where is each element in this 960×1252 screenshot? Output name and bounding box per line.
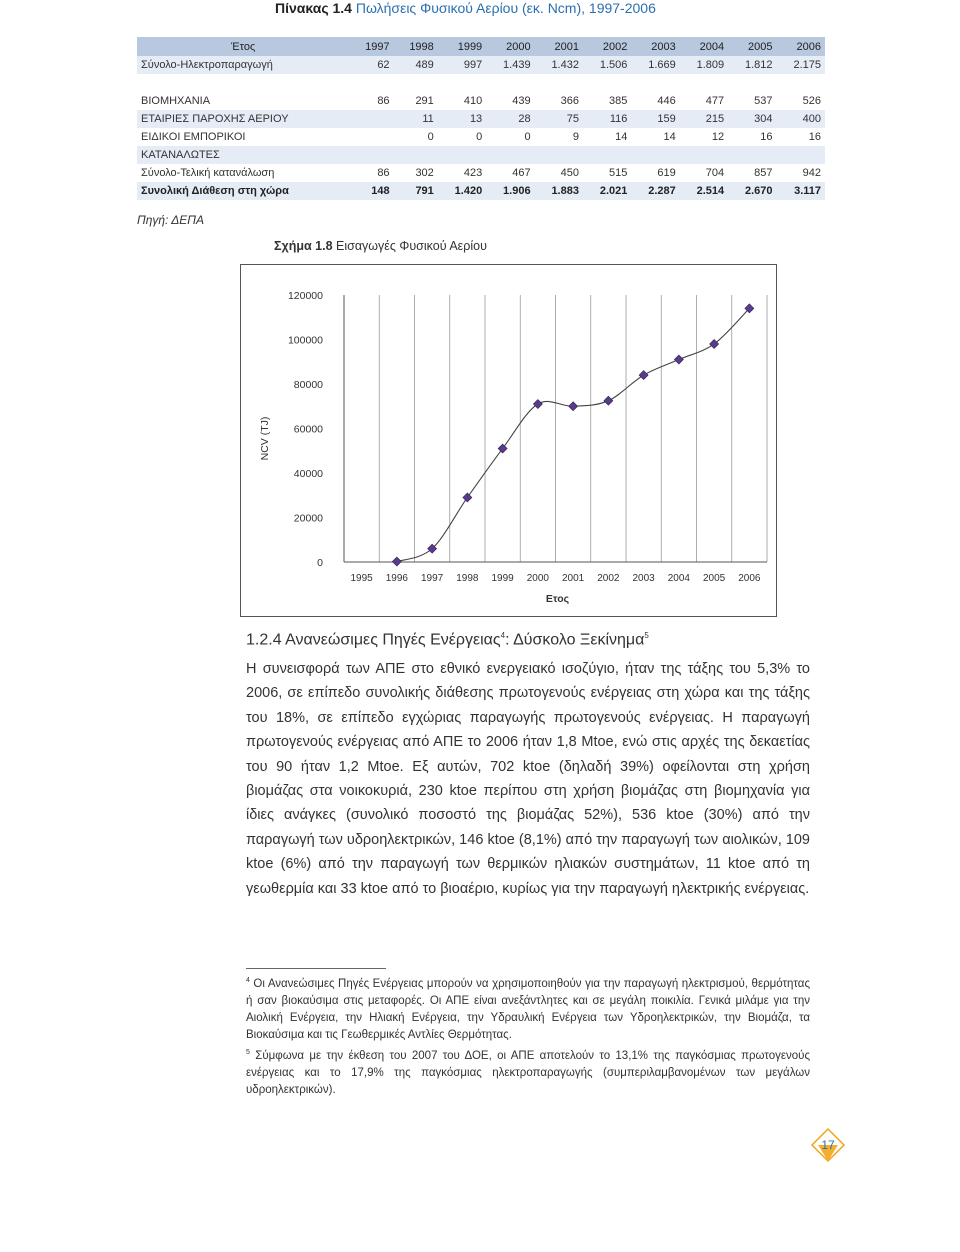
table-cell: 14: [663, 131, 676, 143]
footnote-4-number: 4: [246, 977, 250, 984]
y-axis-title: NCV (TJ): [259, 416, 271, 461]
table-cell: 11: [394, 110, 438, 128]
y-tick-label: 60000: [293, 423, 323, 436]
row-label: ΚΑΤΑΝΑΛΩΤΕΣ: [137, 146, 349, 164]
table-cell: 1.883: [535, 182, 583, 200]
table-cell: 1.669: [631, 56, 679, 74]
table-header-row: [137, 37, 825, 56]
table-row: [137, 56, 825, 74]
x-tick-label: 2005: [703, 573, 726, 584]
row-label: ΒΙΟΜΗΧΑΝΙΑ: [141, 95, 211, 107]
table-title: [275, 0, 656, 16]
table-cell: [631, 146, 679, 164]
table-cell: [535, 146, 583, 164]
table-cell: 28: [486, 110, 534, 128]
table-cell: 857: [754, 167, 773, 179]
footnote-4: [246, 972, 810, 1044]
table-cell: 159: [631, 110, 679, 128]
table-cell: 2.514: [680, 182, 728, 200]
x-tick-label: 2001: [562, 573, 585, 584]
table-cell: 791: [394, 182, 438, 200]
table-cell: 62: [349, 56, 393, 74]
x-tick-label: 1995: [350, 573, 373, 584]
y-tick-label: 120000: [287, 290, 323, 302]
table-cell: 12: [711, 131, 725, 143]
data-point-marker: [498, 444, 507, 453]
table-cell: 1998: [394, 37, 438, 56]
row-label: ΕΤΑΙΡΙΕΣ ΠΑΡΟΧΗΣ ΑΕΡΙΟΥ: [137, 110, 349, 128]
table-row: [137, 128, 825, 146]
table-cell: 2003: [631, 37, 679, 56]
y-tick-label: 100000: [287, 334, 323, 347]
table-cell: 1997: [349, 37, 393, 56]
page-number: 17: [821, 1138, 835, 1152]
table-cell: 410: [463, 95, 483, 107]
table-cell: [394, 146, 438, 164]
table-row: [137, 92, 825, 110]
table-cell: 1.439: [486, 56, 534, 74]
table-cell: 1.812: [728, 56, 776, 74]
heading-footnote-ref-5: 5: [644, 631, 649, 640]
table-cell: 16: [760, 131, 773, 143]
table-cell: 304: [728, 110, 776, 128]
data-point-marker: [604, 396, 613, 405]
table-cell: 1999: [438, 37, 486, 56]
table-cell: 1.420: [438, 182, 486, 200]
table-cell: 1.506: [583, 56, 631, 74]
table-cell: 2004: [680, 37, 728, 56]
table-cell: 526: [802, 95, 821, 107]
table-cell: [349, 110, 393, 128]
table-cell: [349, 128, 393, 146]
page-number-badge: [810, 1127, 846, 1163]
footnote-4-text: Οι Ανανεώσιμες Πηγές Ενέργειας μπορούν να χρησιμοποιηθούν για την παραγωγή ηλεκτρισμού, θερμότητας ή σαν βιοκαύσιμα στις μεταφορές. Οι ΑΠΕ είναι ανεξάντλητες και σε μεγάλη ποικιλία. Γενικά μιλάμε για την Αιολική Ενέργεια, την Ηλιακή Ενέργεια, την Υδραυλική Ενέργεια των Υδροηλεκτρικών, την Βιομάζα, τα Βιοκαύσιμα και τις Γεωθερμικές Αντλίες Θερμότητας.: [246, 977, 810, 1041]
data-point-marker: [463, 493, 472, 502]
table-cell: 2.287: [631, 182, 679, 200]
table-cell: 2000: [486, 37, 534, 56]
table-cell: 2001: [535, 37, 583, 56]
table-row: [137, 146, 825, 164]
table-spacer-row: [137, 74, 825, 92]
table-row: [137, 110, 825, 128]
page-badge-icon: [810, 1127, 846, 1163]
table-row: [137, 164, 825, 182]
table-source: Πηγή: ΔΕΠΑ: [137, 213, 204, 227]
table-cell: 489: [394, 56, 438, 74]
x-axis-title: Ετος: [545, 593, 570, 605]
table-cell: 302: [415, 167, 434, 179]
row-label: Σύνολο-Ηλεκτροπαραγωγή: [137, 56, 349, 74]
table-cell: 997: [438, 56, 486, 74]
table-cell: 2.021: [583, 182, 631, 200]
table-cell: 477: [705, 95, 725, 107]
table-cell: 0: [427, 131, 434, 143]
table-cell: 291: [415, 95, 434, 107]
y-tick-label: 20000: [293, 512, 323, 525]
table-cell: 2.175: [777, 56, 825, 74]
chart-caption-label: Σχήμα 1.8: [274, 239, 333, 253]
table-cell: 1.432: [535, 56, 583, 74]
table-cell: 0: [476, 131, 483, 143]
table-cell: 366: [560, 95, 579, 107]
footnote-5: [246, 1044, 810, 1099]
table-cell: 446: [657, 95, 676, 107]
heading-footnote-ref-4: 4: [500, 631, 506, 640]
footnote-5-number: 5: [246, 1048, 250, 1056]
x-tick-label: 2000: [526, 573, 549, 584]
x-tick-label: 1998: [456, 573, 479, 584]
section-heading-text: 1.2.4 Ανανεώσιμες Πηγές Ενέργειας: [246, 631, 501, 649]
x-tick-label: 2002: [597, 573, 620, 584]
x-tick-label: 2003: [632, 573, 655, 584]
table-cell: [486, 146, 534, 164]
section-heading-subtitle: : Δύσκολο Ξεκίνημα: [505, 631, 645, 649]
table-title-text: Πωλήσεις Φυσικού Αερίου (εκ. Ncm), 1997-2006: [351, 0, 656, 16]
table-cell: 86: [377, 167, 390, 179]
section-heading: [246, 631, 649, 649]
table-cell: 9: [572, 131, 579, 143]
table-cell: 515: [609, 167, 628, 179]
table-cell: 619: [657, 167, 676, 179]
x-tick-label: 1996: [385, 573, 408, 584]
section-body: Η συνεισφορά των ΑΠΕ στο εθνικό ενεργειακό ισοζύγιο, ήταν της τάξης του 5,3% το 2006, σε επίπεδο συνολικής διάθεσης πρωτογενούς ενέργειας στη χώρα και της τάξης του 18%, σε επίπεδο εγχώριας παραγωγής πρωτογενούς ενέργειας. Η παραγωγή πρωτογενούς ενέργειας από ΑΠΕ το 2006 ήταν 1,8 Mtoe, ενώ στις αρχές της δεκαετίας του 90 ήταν 1,2 Mtoe. Εξ αυτών, 702 ktoe (δηλαδή 39%) οφείλονται στη χρήση βιομάζας στα νοικοκυριά, 230 ktoe περίπου στη χρήση βιομάζας στη βιομηχανία για ίδιες ανάγκες (συνολικό ποσοστό της βιομάζας 52%), 536 ktoe (30%) από την παραγωγή των υδροηλεκτρικών, 146 ktoe (8,1%) από την παραγωγή των αιολικών, 109 ktoe (6%) από την παραγωγή των θερμικών ηλιακών συστημάτων, 11 ktoe από τη γεωθερμία και 33 ktoe από το βιοαέριο, κυρίως για την παραγωγή ηλεκτρικής ενέργειας.: [246, 661, 810, 897]
table-cell: 3.117: [777, 182, 825, 200]
table-cell: [438, 146, 486, 164]
row-label: Συνολική Διάθεση στη χώρα: [137, 182, 349, 200]
table-cell: 116: [583, 110, 631, 128]
chart-caption: [274, 239, 487, 253]
data-point-marker: [674, 355, 683, 364]
imports-line-chart: [241, 265, 776, 616]
table-cell: 13: [438, 110, 486, 128]
table-cell: 215: [680, 110, 728, 128]
y-tick-label: 0: [317, 557, 323, 569]
footnotes: [246, 972, 810, 1099]
table-cell: 704: [705, 167, 725, 179]
data-point-marker: [533, 400, 542, 409]
data-point-marker: [392, 557, 401, 566]
sales-table: [137, 37, 825, 200]
table-cell: 0: [524, 131, 531, 143]
data-point-marker: [639, 371, 648, 380]
table-cell: [728, 146, 776, 164]
table-cell: 2005: [728, 37, 776, 56]
table-cell: 75: [535, 110, 583, 128]
table-cell: 450: [560, 167, 579, 179]
chart-frame: [240, 264, 777, 617]
x-tick-label: 2006: [738, 573, 761, 584]
table-cell: 400: [777, 110, 825, 128]
footnote-divider: [246, 968, 386, 969]
table-cell: 942: [802, 167, 821, 179]
table-cell: 148: [349, 182, 393, 200]
x-tick-label: 1997: [421, 573, 444, 584]
y-tick-label: 40000: [293, 468, 323, 480]
table-cell: 439: [512, 95, 531, 107]
table-title-label: Πίνακας 1.4: [275, 0, 352, 16]
table-cell: 537: [754, 95, 773, 107]
table-cell: 86: [377, 95, 390, 107]
data-point-marker: [569, 402, 578, 411]
row-label: ΕΙΔΙΚΟΙ ΕΜΠΟΡΙΚΟΙ: [141, 131, 246, 143]
table-cell: [583, 146, 631, 164]
y-tick-label: 80000: [293, 379, 323, 391]
table-row: [137, 182, 825, 200]
table-cell: 385: [609, 95, 628, 107]
chart-caption-text: Εισαγωγές Φυσικού Αερίου: [332, 239, 487, 253]
table-cell: 1.809: [680, 56, 728, 74]
table-cell: 423: [463, 167, 483, 179]
table-cell: 2002: [583, 37, 631, 56]
table-cell: [680, 146, 728, 164]
x-tick-label: 2004: [667, 573, 690, 584]
table-cell: 14: [615, 131, 628, 143]
table-cell: [349, 146, 393, 164]
table-cell: 467: [512, 167, 531, 179]
table-cell: 2006: [777, 37, 825, 56]
x-tick-label: 1999: [491, 573, 514, 584]
table-cell: 2.670: [728, 182, 776, 200]
row-label: Σύνολο-Τελική κατανάλωση: [141, 167, 275, 179]
footnote-5-text: Σύμφωνα με την έκθεση του 2007 του ΔΟΕ, οι ΑΠΕ αποτελούν το 13,1% της παγκόσμιας πρωτογενούς ενέργειας και το 17,9% της παγκόσμιας ηλεκτροπαραγωγής (συμπεριλαμβανομένων των μεγάλων υδροηλεκτρικών).: [246, 1049, 810, 1096]
row-label: Έτος: [137, 37, 349, 56]
table-cell: 16: [808, 131, 821, 143]
table-cell: 1.906: [486, 182, 534, 200]
table-cell: [777, 146, 825, 164]
